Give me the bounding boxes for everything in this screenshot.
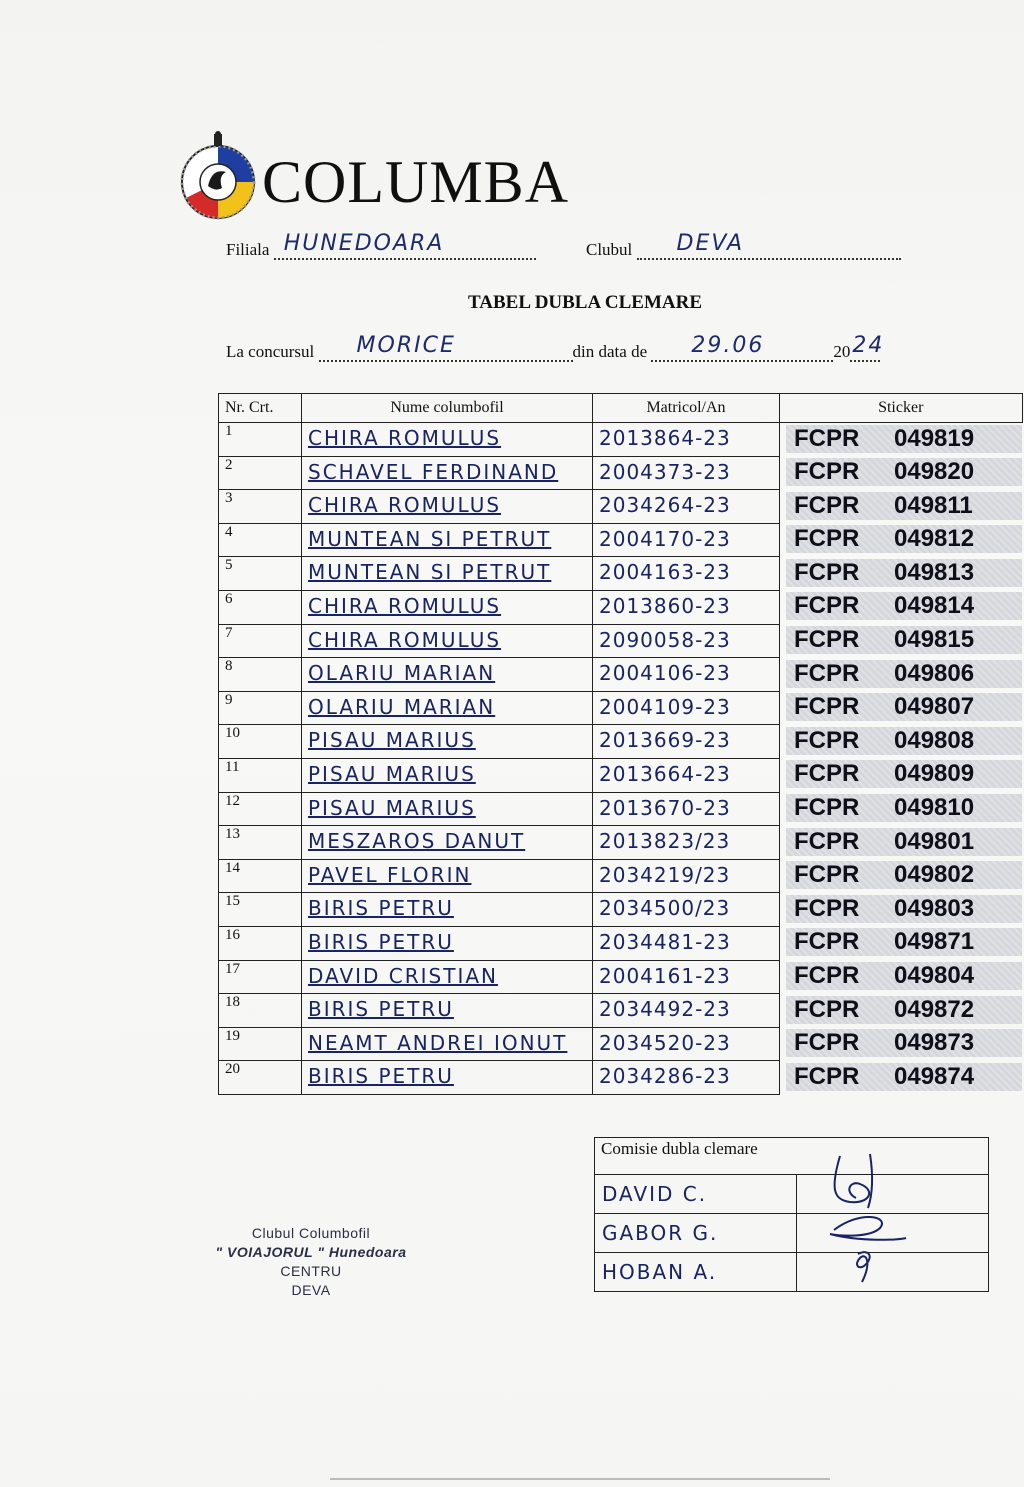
columbofil-name: MUNTEAN SI PETRUT bbox=[308, 526, 552, 551]
commission-row bbox=[595, 1214, 989, 1253]
table-row bbox=[219, 423, 1023, 457]
commission-row bbox=[595, 1175, 989, 1214]
sticker-number: 049812 bbox=[894, 525, 975, 553]
table-row bbox=[219, 490, 1023, 524]
table-row bbox=[219, 826, 1023, 860]
matricol-value: 2013670-23 bbox=[599, 795, 731, 820]
row-number: 9 bbox=[219, 691, 302, 725]
commission-member: DAVID C. bbox=[602, 1182, 708, 1206]
table-row bbox=[219, 994, 1023, 1028]
commission-row bbox=[595, 1253, 989, 1292]
columbofil-name: SCHAVEL FERDINAND bbox=[308, 459, 559, 484]
row-matricol-cell bbox=[593, 490, 780, 524]
sticker-code: FCPR bbox=[794, 995, 860, 1023]
sticker-number: 049802 bbox=[894, 861, 975, 889]
year-suffix: 24 bbox=[852, 333, 885, 358]
row-name-cell bbox=[302, 590, 593, 624]
sticker-code: FCPR bbox=[794, 827, 860, 855]
row-matricol-cell bbox=[593, 893, 780, 927]
columbofil-name: MESZAROS DANUT bbox=[308, 829, 526, 854]
row-matricol-cell bbox=[593, 1061, 780, 1095]
sticker-code: FCPR bbox=[794, 894, 860, 922]
columbofil-name: MUNTEAN SI PETRUT bbox=[308, 560, 552, 585]
sticker-label bbox=[786, 895, 1022, 923]
concurs-label: La concursul bbox=[226, 342, 315, 361]
row-name-cell bbox=[302, 926, 593, 960]
row-name-cell bbox=[302, 893, 593, 927]
row-sticker-cell bbox=[780, 658, 1023, 692]
columbofil-name: DAVID CRISTIAN bbox=[308, 963, 499, 988]
stamp-line-4: DEVA bbox=[291, 1282, 331, 1298]
sticker-label bbox=[786, 425, 1022, 453]
stamp-line-1: Clubul Columbofil bbox=[251, 1225, 371, 1241]
row-name-cell bbox=[302, 792, 593, 826]
row-matricol-cell bbox=[593, 758, 780, 792]
row-name-cell bbox=[302, 523, 593, 557]
row-sticker-cell bbox=[780, 557, 1023, 591]
row-number: 19 bbox=[219, 1027, 302, 1061]
sticker-number: 049814 bbox=[894, 592, 975, 620]
table-row bbox=[219, 1027, 1023, 1061]
row-sticker-cell bbox=[780, 624, 1023, 658]
sticker-code: FCPR bbox=[794, 525, 860, 553]
row-sticker-cell bbox=[780, 725, 1023, 759]
row-sticker-cell bbox=[780, 691, 1023, 725]
row-name-cell bbox=[302, 826, 593, 860]
matricol-value: 2013669-23 bbox=[599, 728, 731, 753]
row-matricol-cell bbox=[593, 826, 780, 860]
sticker-code: FCPR bbox=[794, 491, 860, 519]
row-sticker-cell bbox=[780, 960, 1023, 994]
club-stamp bbox=[196, 1224, 426, 1300]
row-sticker-cell bbox=[780, 1027, 1023, 1061]
matricol-value: 2034500/23 bbox=[599, 896, 731, 921]
table-row bbox=[219, 590, 1023, 624]
row-sticker-cell bbox=[780, 893, 1023, 927]
matricol-value: 2004170-23 bbox=[599, 526, 731, 551]
sticker-code: FCPR bbox=[794, 693, 860, 721]
columbofil-name: OLARIU MARIAN bbox=[308, 694, 496, 719]
sticker-number: 049871 bbox=[894, 928, 975, 956]
row-matricol-cell bbox=[593, 456, 780, 490]
sticker-number: 049811 bbox=[894, 491, 973, 519]
row-name-cell bbox=[302, 758, 593, 792]
sticker-label bbox=[786, 828, 1022, 856]
commission-member: HOBAN A. bbox=[602, 1260, 718, 1284]
table-row bbox=[219, 792, 1023, 826]
bottom-divider bbox=[330, 1478, 830, 1480]
sticker-label bbox=[786, 760, 1022, 788]
row-number: 15 bbox=[219, 893, 302, 927]
sticker-label bbox=[786, 727, 1022, 755]
sticker-label bbox=[786, 1063, 1022, 1091]
row-number: 13 bbox=[219, 826, 302, 860]
concurs-line bbox=[226, 333, 885, 362]
row-sticker-cell bbox=[780, 758, 1023, 792]
header-matricol: Matricol/An bbox=[593, 394, 780, 423]
columbofil-name: PAVEL FLORIN bbox=[308, 862, 472, 887]
stamp-line-3: CENTRU bbox=[280, 1263, 342, 1279]
row-number: 8 bbox=[219, 658, 302, 692]
columbofil-name: CHIRA ROMULUS bbox=[308, 426, 502, 450]
matricol-value: 2013664-23 bbox=[599, 761, 731, 786]
sticker-label bbox=[786, 492, 1022, 520]
row-matricol-cell bbox=[593, 691, 780, 725]
table-row bbox=[219, 725, 1023, 759]
matricol-value: 2004109-23 bbox=[599, 694, 731, 719]
row-number: 7 bbox=[219, 624, 302, 658]
row-number: 5 bbox=[219, 557, 302, 591]
row-sticker-cell bbox=[780, 590, 1023, 624]
sticker-code: FCPR bbox=[794, 425, 860, 452]
sticker-number: 049820 bbox=[894, 458, 975, 486]
row-number: 2 bbox=[219, 456, 302, 490]
row-matricol-cell bbox=[593, 423, 780, 457]
document-title: TABEL DUBLA CLEMARE bbox=[467, 292, 703, 313]
sticker-label bbox=[786, 794, 1022, 822]
row-matricol-cell bbox=[593, 792, 780, 826]
row-name-cell bbox=[302, 994, 593, 1028]
sticker-number: 049874 bbox=[894, 1062, 975, 1090]
row-number: 17 bbox=[219, 960, 302, 994]
matricol-value: 2034219/23 bbox=[599, 862, 731, 887]
stamp-line-2: " VOIAJORUL " Hunedoara bbox=[215, 1244, 407, 1260]
filiala-label: Filiala bbox=[226, 240, 270, 259]
matricol-value: 2013864-23 bbox=[599, 426, 731, 450]
table-row bbox=[219, 691, 1023, 725]
row-sticker-cell bbox=[780, 456, 1023, 490]
row-name-cell bbox=[302, 456, 593, 490]
sticker-code: FCPR bbox=[794, 1062, 860, 1090]
matricol-value: 2034481-23 bbox=[599, 929, 731, 954]
row-name-cell bbox=[302, 960, 593, 994]
clubul-field bbox=[586, 231, 901, 260]
sticker-code: FCPR bbox=[794, 458, 860, 486]
header-nr: Nr. Crt. bbox=[219, 394, 302, 423]
sticker-code: FCPR bbox=[794, 592, 860, 620]
sticker-number: 049873 bbox=[894, 1029, 975, 1057]
row-sticker-cell bbox=[780, 1061, 1023, 1095]
table-row bbox=[219, 624, 1023, 658]
table-body bbox=[219, 423, 1023, 1095]
brand-title: COLUMBA bbox=[262, 149, 570, 215]
row-name-cell bbox=[302, 1061, 593, 1095]
table-row bbox=[219, 859, 1023, 893]
sticker-number: 049810 bbox=[894, 794, 975, 822]
row-name-cell bbox=[302, 859, 593, 893]
row-sticker-cell bbox=[780, 423, 1023, 457]
sticker-number: 049872 bbox=[894, 995, 975, 1023]
row-matricol-cell bbox=[593, 557, 780, 591]
clubul-label: Clubul bbox=[586, 240, 633, 259]
row-sticker-cell bbox=[780, 926, 1023, 960]
commission-member: GABOR G. bbox=[602, 1221, 719, 1245]
sticker-code: FCPR bbox=[794, 861, 860, 889]
row-name-cell bbox=[302, 1027, 593, 1061]
columbofil-name: CHIRA ROMULUS bbox=[308, 627, 502, 652]
sticker-number: 049819 bbox=[894, 425, 975, 452]
row-name-cell bbox=[302, 490, 593, 524]
row-sticker-cell bbox=[780, 490, 1023, 524]
row-sticker-cell bbox=[780, 994, 1023, 1028]
columbofil-name: OLARIU MARIAN bbox=[308, 661, 496, 686]
row-number: 18 bbox=[219, 994, 302, 1028]
commission-title: Comisie dubla clemare bbox=[595, 1138, 989, 1175]
sticker-number: 049804 bbox=[894, 962, 975, 989]
sticker-label bbox=[786, 861, 1022, 889]
matricol-value: 2090058-23 bbox=[599, 627, 731, 652]
row-name-cell bbox=[302, 624, 593, 658]
row-matricol-cell bbox=[593, 859, 780, 893]
sticker-number: 049813 bbox=[894, 558, 975, 586]
columbofil-name: BIRIS PETRU bbox=[308, 997, 454, 1022]
sticker-code: FCPR bbox=[794, 1029, 860, 1057]
signatures-icon bbox=[810, 1150, 910, 1290]
year-prefix: 20 bbox=[833, 342, 851, 361]
matricol-value: 2034492-23 bbox=[599, 997, 731, 1022]
row-matricol-cell bbox=[593, 994, 780, 1028]
table-row bbox=[219, 1061, 1023, 1095]
row-name-cell bbox=[302, 557, 593, 591]
sticker-label bbox=[786, 693, 1022, 721]
table-row bbox=[219, 658, 1023, 692]
matricol-value: 2034286-23 bbox=[599, 1064, 731, 1089]
sticker-label bbox=[786, 996, 1022, 1024]
sticker-number: 049815 bbox=[894, 626, 975, 654]
sticker-number: 049809 bbox=[894, 760, 975, 788]
columbofil-name: NEAMT ANDREI IONUT bbox=[308, 1030, 568, 1055]
row-matricol-cell bbox=[593, 725, 780, 759]
filiala-value: HUNEDOARA bbox=[283, 231, 445, 256]
sticker-code: FCPR bbox=[794, 726, 860, 754]
concurs-value: MORICE bbox=[356, 333, 456, 358]
sticker-code: FCPR bbox=[794, 558, 860, 586]
sticker-label bbox=[786, 962, 1022, 990]
row-matricol-cell bbox=[593, 590, 780, 624]
sticker-label bbox=[786, 928, 1022, 956]
row-matricol-cell bbox=[593, 523, 780, 557]
table-row bbox=[219, 893, 1023, 927]
sticker-number: 049808 bbox=[894, 726, 975, 754]
columbofil-name: PISAU MARIUS bbox=[308, 795, 476, 820]
columbofil-name: CHIRA ROMULUS bbox=[308, 493, 502, 518]
row-sticker-cell bbox=[780, 859, 1023, 893]
date-value: 29.06 bbox=[691, 333, 765, 358]
row-name-cell bbox=[302, 423, 593, 457]
row-matricol-cell bbox=[593, 624, 780, 658]
columbofil-name: BIRIS PETRU bbox=[308, 929, 454, 954]
columbofil-name: PISAU MARIUS bbox=[308, 728, 476, 753]
header-name: Nume columbofil bbox=[302, 394, 593, 423]
sticker-code: FCPR bbox=[794, 794, 860, 822]
sticker-code: FCPR bbox=[794, 928, 860, 956]
row-name-cell bbox=[302, 725, 593, 759]
row-number: 20 bbox=[219, 1061, 302, 1095]
matricol-value: 2004373-23 bbox=[599, 459, 731, 484]
matricol-value: 2013860-23 bbox=[599, 593, 731, 618]
matricol-value: 2004106-23 bbox=[599, 661, 731, 686]
row-matricol-cell bbox=[593, 1027, 780, 1061]
table-row bbox=[219, 758, 1023, 792]
columbofil-name: PISAU MARIUS bbox=[308, 761, 476, 786]
sticker-label bbox=[786, 559, 1022, 587]
row-matricol-cell bbox=[593, 960, 780, 994]
clemare-table bbox=[218, 393, 1023, 1095]
sticker-label bbox=[786, 525, 1022, 553]
commission-table bbox=[594, 1137, 989, 1292]
table-row bbox=[219, 523, 1023, 557]
table-row bbox=[219, 557, 1023, 591]
sticker-number: 049806 bbox=[894, 659, 975, 687]
row-number: 4 bbox=[219, 523, 302, 557]
sticker-code: FCPR bbox=[794, 659, 860, 687]
columba-logo-icon bbox=[178, 128, 268, 224]
row-number: 10 bbox=[219, 725, 302, 759]
row-number: 14 bbox=[219, 859, 302, 893]
row-number: 6 bbox=[219, 590, 302, 624]
columbofil-name: BIRIS PETRU bbox=[308, 896, 454, 921]
header-sticker: Sticker bbox=[780, 394, 1023, 423]
row-sticker-cell bbox=[780, 523, 1023, 557]
table-header-row bbox=[219, 394, 1023, 423]
columbofil-name: CHIRA ROMULUS bbox=[308, 593, 502, 618]
sticker-number: 049801 bbox=[894, 827, 975, 855]
row-sticker-cell bbox=[780, 792, 1023, 826]
sticker-label bbox=[786, 660, 1022, 688]
sticker-number: 049803 bbox=[894, 894, 975, 922]
date-label: din data de bbox=[572, 342, 648, 361]
row-name-cell bbox=[302, 691, 593, 725]
row-number: 12 bbox=[219, 792, 302, 826]
sticker-code: FCPR bbox=[794, 626, 860, 654]
clubul-value: DEVA bbox=[676, 231, 744, 256]
row-sticker-cell bbox=[780, 826, 1023, 860]
sticker-label bbox=[786, 626, 1022, 654]
table-row bbox=[219, 960, 1023, 994]
row-matricol-cell bbox=[593, 926, 780, 960]
sticker-label bbox=[786, 458, 1022, 486]
table-row bbox=[219, 456, 1023, 490]
row-matricol-cell bbox=[593, 658, 780, 692]
sticker-label bbox=[786, 592, 1022, 620]
sticker-code: FCPR bbox=[794, 760, 860, 788]
row-number: 11 bbox=[219, 758, 302, 792]
filiala-field bbox=[226, 231, 536, 260]
sticker-number: 049807 bbox=[894, 693, 975, 721]
row-number: 16 bbox=[219, 926, 302, 960]
matricol-value: 2004163-23 bbox=[599, 560, 731, 585]
matricol-value: 2004161-23 bbox=[599, 963, 731, 988]
matricol-value: 2013823/23 bbox=[599, 829, 731, 854]
sticker-label bbox=[786, 1029, 1022, 1057]
columbofil-name: BIRIS PETRU bbox=[308, 1064, 454, 1089]
table-row bbox=[219, 926, 1023, 960]
row-number: 3 bbox=[219, 490, 302, 524]
matricol-value: 2034264-23 bbox=[599, 493, 731, 518]
row-number: 1 bbox=[219, 423, 302, 457]
sticker-code: FCPR bbox=[794, 962, 860, 989]
row-name-cell bbox=[302, 658, 593, 692]
matricol-value: 2034520-23 bbox=[599, 1030, 731, 1055]
